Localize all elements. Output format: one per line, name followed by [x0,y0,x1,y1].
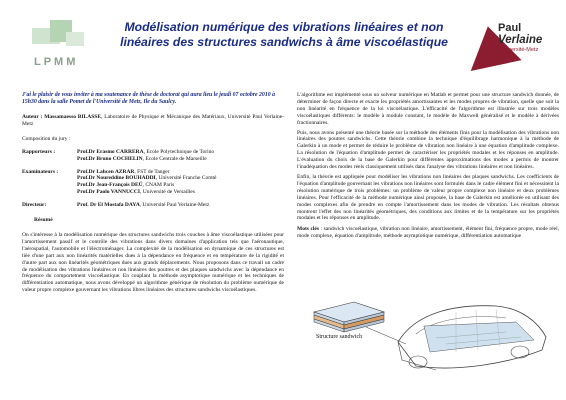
jury-member-name: Prof.Dr Jean-François DEÜ [77,182,143,189]
keywords [297,226,559,240]
examinateurs-label: Examinateurs : [22,168,59,175]
author-block [22,114,284,128]
sandwich-figure [306,282,552,394]
lpmm-logo [28,20,100,78]
jury-member-inst: , Ecole Centrale de Marseille [142,155,207,162]
directeur-block [22,202,284,209]
rapporteurs-block [22,149,284,163]
rapporteurs-label: Rapporteurs : [22,148,56,155]
page-title: Modélisation numérique des vibrations linéaires et non linéaires des structures sandwichs à âme viscoélastique [120,20,448,49]
paragraph: Puis, nous avons présenté une théorie basée sur la méthode des éléments finis pour la modélisation des vibrations non linéaires des poutres sandwichs. Cette théorie combine la technique d'équilibrage harmonique à la méthode de Galerkin à un mode et permet de réduire le problème de vibration non linéaire à une équation d'amplitude complexe. La résolution de l'équation d'amplitude permet de caractériser les propriétés modales et les réponses en amplitude. L'évaluation du choix de la base de Galerkin pour différentes approximations des modes a permis de montrer l'inadéquation des modes réels classiquement utilisés dans l'analyse des vibrations linéaires et non linéaires. [297,129,559,171]
figure-caption: Structure sandwich [316,334,363,340]
author-affiliation: , Laboratoire de Physique et Mécanique des Matériaux, Université Paul Verlaine-Metz [22,114,285,127]
directeur-name: Prof. Dr El Mostafa DAYA [77,202,140,209]
resume-text: On s'intéresse à la modélisation numérique des structures sandwichs trois couches à âme viscoélastique utilisées pour l'amortissement passif et le contrôle des vibrations dans divers domaines d'application tels que l'aéronautique, l'aérospatial, l'automobile et l'électroménager. La complexité de la modélisation en dynamique de ces structures est liée d'une part aux non linéarités matérielles dues à la dépendance en fréquence et en température de la rigidité et d'autre part aux non linéarités géométriques dues aux grands déplacements. Nous proposons dans ce travail un cadre de modélisation des vibrations linéaires et non linéaires des poutres et des plaques sandwichs avec la dépendance en fréquence du comportement viscoélastique. En couplant la méthode asymptotique numérique et les techniques de différentiation automatique, nous avons développé un algorithme générique de résolution du problème numérique de valeur propre complexe gouvernant les vibrations libres linéaires des structures sandwichs viscoélastiques. [22,231,284,294]
car-body-icon [366,306,546,370]
author-label: Auteur : [22,114,43,120]
jury-member-inst: , CNAM Paris [142,182,175,189]
examinateurs-block [22,169,284,197]
jury-member-inst: , Université de Versailles [140,189,195,196]
jury-member-name: Prof.Dr Bruno COCHELIN [77,155,143,162]
university-logo-line2: Verlaine [498,34,543,46]
author-name: Massamaesso BILASSE [44,114,102,120]
sandwich-layers-diagram [314,302,384,332]
jury-member-name: Prof.Dr Paolo VANNUCCI [77,189,140,196]
invitation-text: J'ai le plaisir de vous inviter à ma soutenance de thèse de doctorat qui aura lieu le jeudi 07 octobre 2010 à 15h30 dans la salle Pomet de l'Université de Metz, Ile du Saulcy. [22,92,275,105]
directeur-inst: , Université Paul Verlaine-Metz [139,202,210,209]
paragraph: Enfin, la théorie est appliquée pour modéliser les vibrations non linéaires des plaques sandwichs. Les coefficients de l'équation d'amplitude gouvernant les vibrations non linéaires sont formulés dans le cadre élément fini et nécessitent la résolution numérique de trois problèmes: un problème de valeur propre complexe non linéaire et deux problèmes linéaires. Pour l'efficacité de la méthode numérique ainsi proposée, la base de Galerkin est améliorée en utilisant des modes complexes afin de prendre en compte l'amortissement dans les modes de vibration. Les résultats obtenus montrent l'effet des non linéarités géométriques, des conditions aux limites et de la température sur les propriétés modales et les réponses en amplitude. [297,173,559,222]
university-logo-line1: Paul [498,22,522,34]
left-column [22,92,284,294]
directeur-label: Directeur: [22,202,47,209]
jury-member-inst: , Ecole Polytechnique de Torino [143,148,215,155]
jury-heading: Composition du jury : [22,135,71,142]
university-logo-line3: Université-Metz [500,47,539,53]
paragraph: L'algorithme est implémenté sous un solveur numérique en Matlab et permet pour une structure sandwich donnée, de déterminer de façon directe et exacte les propriétés amortissantes et les modes propres de vibration, quelle que soit la non linéarité en fréquence de la loi viscoélastique. L'efficacité de l'algorithme est illustrée sur trois modèles viscoélastiques différents: le modèle à module constant, le modèle de Maxwell généralisé et le modèle à dérivées fractionnaires. [297,92,559,126]
jury-member-inst: , Université Franche Comté [155,175,217,182]
university-logo [458,12,558,82]
jury-member-name: Prof.Dr Erasmo CARRERA [77,148,144,155]
jury-member-name: Prof.Dr Lahcen AZRAR [77,168,135,175]
right-column [297,92,559,240]
jury-member-name: Prof.Dr Noureddine BOUHADDI [77,175,156,182]
resume-heading: Résumé [34,217,53,224]
keywords-text: : sandwich viscoélastique, vibration non linéaire, amortissement, élément fini, fréquence propre, mode réel, mode complexe, équation d'amplitude, méthode asymptotique numérique, différentiation automatique [297,226,560,240]
jury-member-inst: , FST de Tanger [134,168,170,175]
lpmm-logo-text: LPMM [34,56,79,68]
keywords-label: Mots clés [297,226,320,233]
